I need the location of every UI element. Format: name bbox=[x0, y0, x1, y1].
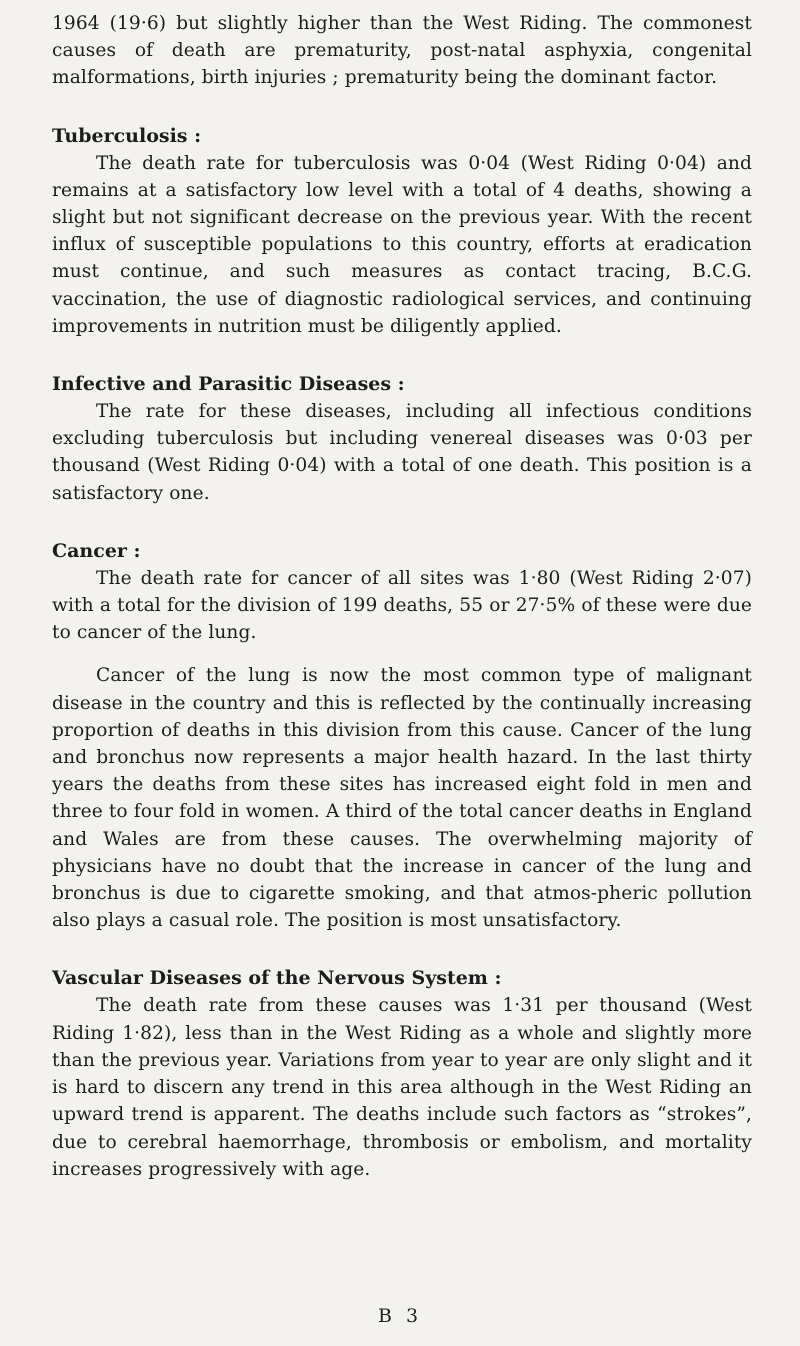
section-paragraph: The death rate for cancer of all sites was 1·80 (West Riding 2·07) with a total for the division of 199 deaths, 55 or 27·5% of these were due to cancer of the lung. bbox=[52, 567, 752, 644]
section-heading: Cancer : bbox=[52, 539, 141, 562]
section-heading: Vascular Diseases of the Nervous System : bbox=[52, 967, 502, 990]
intro-paragraph: 1964 (19·6) but slightly higher than the West Riding. The commonest causes of death are prematurity, post-natal asphyxia, congenital malformations, birth injuries ; prematurity being the dominant factor. bbox=[52, 13, 752, 89]
section-vascular-nervous bbox=[52, 965, 752, 1182]
section-tuberculosis bbox=[52, 123, 752, 340]
section-heading: Infective and Parasitic Diseases : bbox=[52, 373, 405, 396]
page-number: B 3 bbox=[377, 1305, 423, 1327]
section-paragraph: The death rate for tuberculosis was 0·04 (West Riding 0·04) and remains at a satisfactory low level with a total of 4 deaths, showing a slight but not significant decrease on the previous year. With the recent influx of susceptible populations to this country, efforts at eradication must continue, and such measures as contact tracing, B.C.G. vaccination, the use of diagnostic radiological services, and continuing improvements in nutrition must be diligently applied. bbox=[52, 152, 752, 337]
section-infective-parasitic bbox=[52, 371, 752, 507]
section-heading: Tuberculosis : bbox=[52, 124, 202, 147]
section-paragraph: Cancer of the lung is now the most common type of malignant disease in the country and this is reflected by the continually increasing proportion of deaths in this division from this cause. Cancer of the lung and bronchus now represents a major health hazard. In the last thirty years the deaths from these sites has increased eight fold in men and three to four fold in women. A third of the total cancer deaths in England and Wales are from these causes. The overwhelming majority of physicians have no doubt that the increase in cancer of the lung and bronchus is due to cigarette smoking, and that atmos-pheric pollution also plays a casual role. The position is most unsatisfactory. bbox=[52, 665, 752, 932]
section-paragraph: The rate for these diseases, including all infectious conditions excluding tuberculosis but including venereal diseases was 0·03 per thousand (West Riding 0·04) with a total of one death. This position is a satisfactory one. bbox=[52, 401, 752, 504]
document-page bbox=[52, 10, 752, 1183]
section-cancer bbox=[52, 538, 752, 935]
section-paragraph: The death rate from these causes was 1·31 per thousand (West Riding 1·82), less than in the West Riding as a whole and slightly more than the previous year. Variations from year to year are only slight and it is hard to discern any trend in this area although in the West Riding an upward trend is apparent. The deaths include such factors as “strokes”, due to cerebral haemorrhage, thrombosis or embolism, and mortality increases progressively with age. bbox=[52, 995, 752, 1180]
